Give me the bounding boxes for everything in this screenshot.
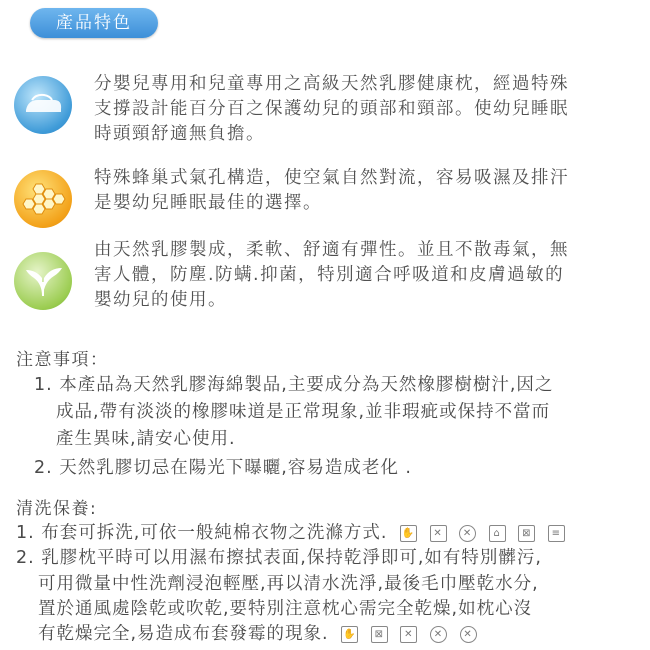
notes-title: 注意事項： [16,350,109,370]
care-title: 清洗保養: [16,499,98,519]
note-line: 2. 天然乳膠切忌在陽光下曝曬,容易造成老化 . [34,458,412,478]
feature-item [14,238,639,318]
hand-wash-icon: ✋ [341,626,358,643]
no-dryclean-icon: ✕ [430,626,447,643]
honeycomb-icon [14,170,72,228]
no-wring-icon: ✕ [460,626,477,643]
pillow-icon [14,76,72,134]
feature-text: 特殊蜂巢式氣孔構造，使空氣自然對流，容易吸濕及排汗 是嬰幼兒睡眠最佳的選擇。 [94,168,569,213]
no-bleach-icon: ✕ [430,525,447,542]
hand-wash-icon: ✋ [400,525,417,542]
feature-text: 分嬰兒專用和兒童專用之高級天然乳膠健康枕，經過特殊 支撐設計能百分百之保護幼兒的頭部和頸部。使幼兒睡眠 時頭頸舒適無負擔。 [94,74,569,144]
care-line: 2. 乳膠枕平時可以用濕布擦拭表面,保持乾淨即可,如有特別髒污, [16,548,542,568]
care-line-text: 有乾燥完全,易造成布套發霉的現象. [38,624,329,644]
feature-text: 由天然乳膠製成，柔軟、舒適有彈性。並且不散毒氣，無 害人體，防塵.防螨.抑菌，特別適合呼吸道和皮膚過敏的 嬰幼兒的使用。 [94,240,569,310]
care-line [38,621,477,647]
leaf-icon [14,252,72,310]
no-dryclean-icon: ✕ [459,525,476,542]
iron-icon: ⌂ [489,525,506,542]
care-line [16,520,565,546]
note-line: 成品,帶有淡淡的橡膠味道是正常現象,並非瑕疵或保持不當而 [56,402,551,422]
care-line-text: 1. 布套可拆洗,可依一般純棉衣物之洗滌方式. [16,523,388,543]
no-tumble-dry-icon: ⊠ [518,525,535,542]
no-tumble-dry-icon: ⊠ [371,626,388,643]
no-bleach-icon: ✕ [400,626,417,643]
feature-item [14,72,639,152]
dry-flat-icon: ≡ [548,525,565,542]
note-line: 1. 本產品為天然乳膠海綿製品,主要成分為天然橡膠樹樹汁,因之 [34,375,554,395]
care-line: 可用微量中性洗劑浸泡輕壓,再以清水洗淨,最後毛巾壓乾水分, [38,574,539,594]
care-line: 置於通風處陰乾或吹乾,要特別注意枕心需完全乾燥,如枕心沒 [38,599,533,619]
note-line: 產生異味,請安心使用. [56,429,236,449]
section-badge-features: 產品特色 [30,8,158,38]
feature-item [14,166,639,246]
